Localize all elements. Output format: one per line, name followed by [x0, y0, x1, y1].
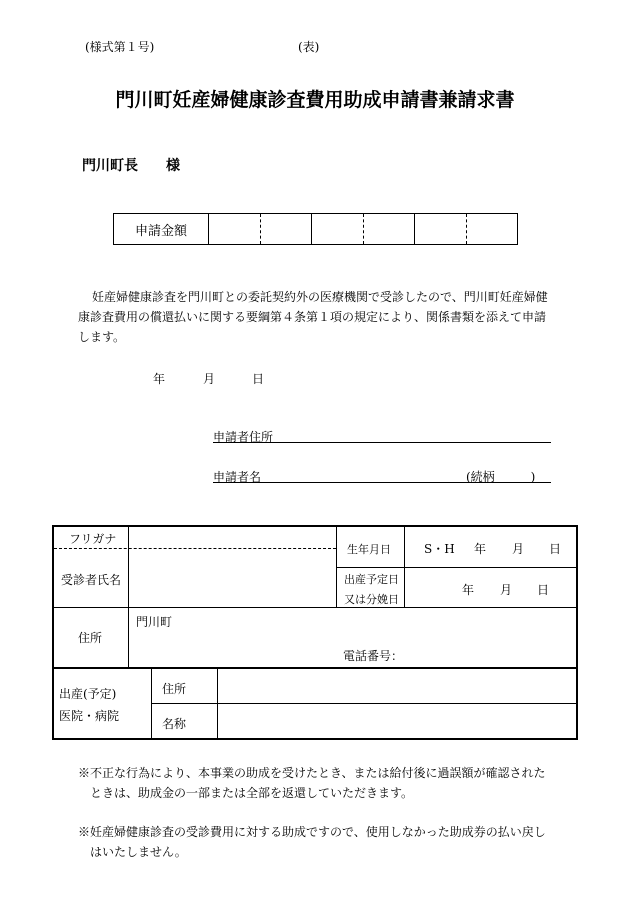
form-number: (様式第１号) [85, 40, 155, 54]
furigana-label: フリガナ [69, 532, 117, 546]
note-1-line-1: ※不正な行為により、本事業の助成を受けたとき、または給付後に過誤額が確認された [78, 766, 546, 780]
hospital-label-2: 医院・病院 [59, 709, 120, 723]
form-side: (表) [298, 40, 320, 54]
birthdate-day: 日 [549, 542, 562, 556]
date-day: 日 [252, 372, 265, 386]
note-2-line-2: はいたしません。 [78, 845, 187, 859]
hospital-label-1: 出産(予定) [59, 687, 117, 701]
due-date-year: 年 [462, 583, 475, 597]
date-year: 年 [153, 372, 166, 386]
applicant-relation: (続柄 ) [466, 470, 536, 484]
form-title: 門川町妊産婦健康診査費用助成申請書兼請求書 [115, 89, 515, 111]
note-1-line-2: ときは、助成金の一部または全部を返還していただきます。 [78, 786, 414, 800]
body-line-1: 妊産婦健康診査を門川町との委託契約外の医療機関で受診したので、門川町妊産婦健 [92, 290, 548, 304]
amount-label: 申請金額 [114, 214, 209, 244]
date-month: 月 [203, 372, 216, 386]
body-line-3: します。 [78, 330, 126, 344]
birthdate-year: 年 [474, 542, 487, 556]
applicant-name-field[interactable] [213, 482, 551, 483]
hospital-address-label: 住所 [162, 682, 187, 696]
address-town: 門川町 [136, 615, 173, 629]
hospital-address-field[interactable] [218, 669, 578, 703]
birthdate-month: 月 [512, 542, 525, 556]
due-date-day: 日 [537, 583, 550, 597]
birthdate-era: S・H [424, 542, 455, 556]
patient-info-table [52, 525, 578, 740]
amount-digit-cell[interactable] [364, 214, 416, 244]
addressee-honorific: 様 [166, 158, 180, 174]
amount-digit-cell[interactable] [415, 214, 467, 244]
address-label: 住所 [78, 631, 103, 645]
note-2-line-1: ※妊産婦健康診査の受診費用に対する助成ですので、使用しなかった助成券の払い戻し [78, 825, 546, 839]
applicant-name-label: 申請者名 [213, 470, 262, 484]
phone-label: 電話番号： [343, 649, 404, 663]
furigana-field[interactable] [129, 527, 336, 548]
due-date-month: 月 [500, 583, 513, 597]
amount-digit-cell[interactable] [312, 214, 364, 244]
due-date-label-1: 出産予定日 [344, 573, 399, 586]
hospital-name-label: 名称 [162, 717, 187, 731]
patient-name-label: 受診者氏名 [61, 573, 122, 587]
address-field[interactable] [129, 608, 578, 667]
addressee-name: 門川町長 [82, 158, 138, 174]
hospital-name-field[interactable] [218, 704, 578, 740]
applicant-address-field[interactable] [213, 442, 551, 443]
amount-box [113, 213, 518, 245]
amount-digit-cell[interactable] [467, 214, 518, 244]
body-line-2: 康診査費用の償還払いに関する要綱第４条第１項の規定により、関係書類を添えて申請 [78, 310, 547, 324]
birthdate-label: 生年月日 [347, 543, 391, 556]
amount-digit-cell[interactable] [209, 214, 261, 244]
applicant-address-label: 申請者住所 [213, 430, 274, 444]
patient-name-field[interactable] [129, 549, 336, 607]
due-date-label-2: 又は分娩日 [344, 593, 399, 606]
amount-digit-cell[interactable] [261, 214, 313, 244]
